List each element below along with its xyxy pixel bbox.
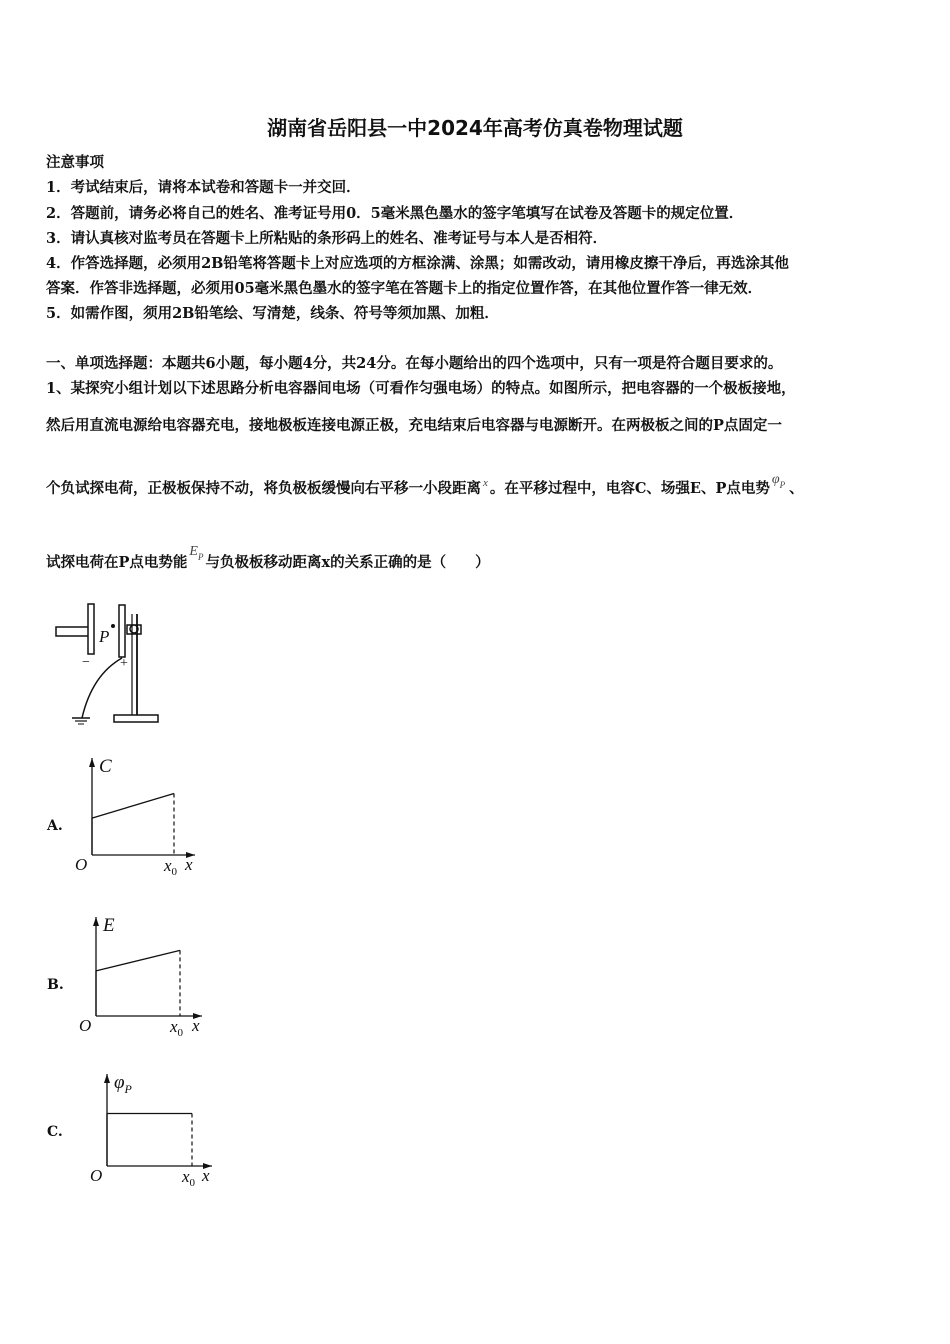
negative-plate [88,604,94,654]
capacitor-apparatus-figure [52,600,167,728]
y-axis-arrow [89,758,95,767]
notice-item: 3．请认真核对监考员在答题卡上所粘贴的条形码上的姓名、准考证号与本人是否相符． [46,230,608,247]
point-p-dot [111,624,115,628]
origin-label: O [79,1016,92,1035]
point-p-label: P [99,627,110,646]
y-axis-arrow [93,917,99,926]
y-axis-arrow [104,1074,110,1083]
notice-item: 4．作答选择题，必须用2B铅笔将答题卡上对应选项的方框涂满、涂黑；如需改动，请用橡皮擦干净后，再选涂其他 [46,255,789,272]
series-line [92,794,174,819]
series-line [96,950,180,971]
option-b-label[interactable]: B. [47,977,64,993]
question-line [46,472,804,498]
notice-item: 5．如需作图，须用2B铅笔绘、写清楚，线条、符号等须加黑、加粗． [46,305,499,322]
origin-label: O [75,855,88,874]
x-tick-subscript: 0 [171,866,178,878]
symbol-p-subscript: P [197,552,204,562]
x-tick-label: $x_0$ [164,856,178,878]
notice-heading: 注意事项 [46,154,104,171]
insulating-handle [56,627,90,636]
positive-plate [119,605,125,657]
page-title: 湖南省岳阳县一中2024年高考仿真卷物理试题 [267,116,683,140]
x-axis-label: x [185,855,193,874]
x-tick-subscript: 0 [177,1027,184,1037]
question-line [46,544,490,572]
y-axis-label: C [99,756,112,777]
question-text: 。在平移过程中，电容C、场强E、P点电势 [489,480,770,497]
option-a-chart [70,753,210,878]
plus-label: + [120,656,128,671]
minus-label: − [82,655,90,670]
option-b-chart [72,912,212,1037]
x-axis-label: x [202,1166,210,1185]
notice-item: 2．答题前，请务必将自己的姓名、准考证号用0．5毫米黑色墨水的签字笔填写在试卷及答题卡的规定位置． [46,205,744,222]
notice-item: 答案．作答非选择题，必须用05毫米黑色墨水的签字笔在答题卡上的指定位置作答，在其他位置作答一律无效． [46,280,763,297]
x-tick-label: $x_0$ [182,1167,196,1189]
question-line: 然后用直流电源给电容器充电，接地极板连接电源正极，充电结束后电容器与电源断开。在两极板之间的P点固定一 [46,417,782,434]
option-c-chart [80,1068,220,1193]
symbol-phi: φ [771,472,780,487]
question-line: 1、某探究小组计划以下述思路分析电容器间电场（可看作匀强电场）的特点。如图所示，把电容器的一个极板接地， [46,380,796,397]
notice-item: 1．考试结束后，请将本试卷和答题卡一并交回． [46,179,361,196]
x-axis-label: x [192,1016,200,1035]
y-axis-label: E [103,915,115,936]
symbol-E: E [189,544,198,559]
section-heading: 一、单项选择题：本题共6小题，每小题4分，共24分。在每小题给出的四个选项中，只有一项是符合题目要求的。 [46,355,783,372]
x-tick-subscript: 0 [189,1177,196,1189]
symbol-x: x [483,477,488,489]
x-tick-label: $x_0$ [170,1017,184,1037]
question-text: 个负试探电荷，正极板保持不动，将负极板缓慢向右平移一小段距离 [46,480,481,497]
symbol-p-subscript: P [779,480,786,490]
option-c-label[interactable]: C. [47,1124,63,1140]
origin-label: O [90,1166,103,1185]
option-a-label[interactable]: A. [47,818,63,834]
stand-base [114,715,158,722]
question-text: 与负极板移动距离x的关系正确的是（ ） [205,554,490,571]
y-axis-label-subscript: P [124,1082,132,1096]
question-text: 、 [789,480,804,497]
question-text: 试探电荷在P点电势能 [46,554,188,571]
y-axis-label: $\varphi_P$ [114,1072,132,1096]
